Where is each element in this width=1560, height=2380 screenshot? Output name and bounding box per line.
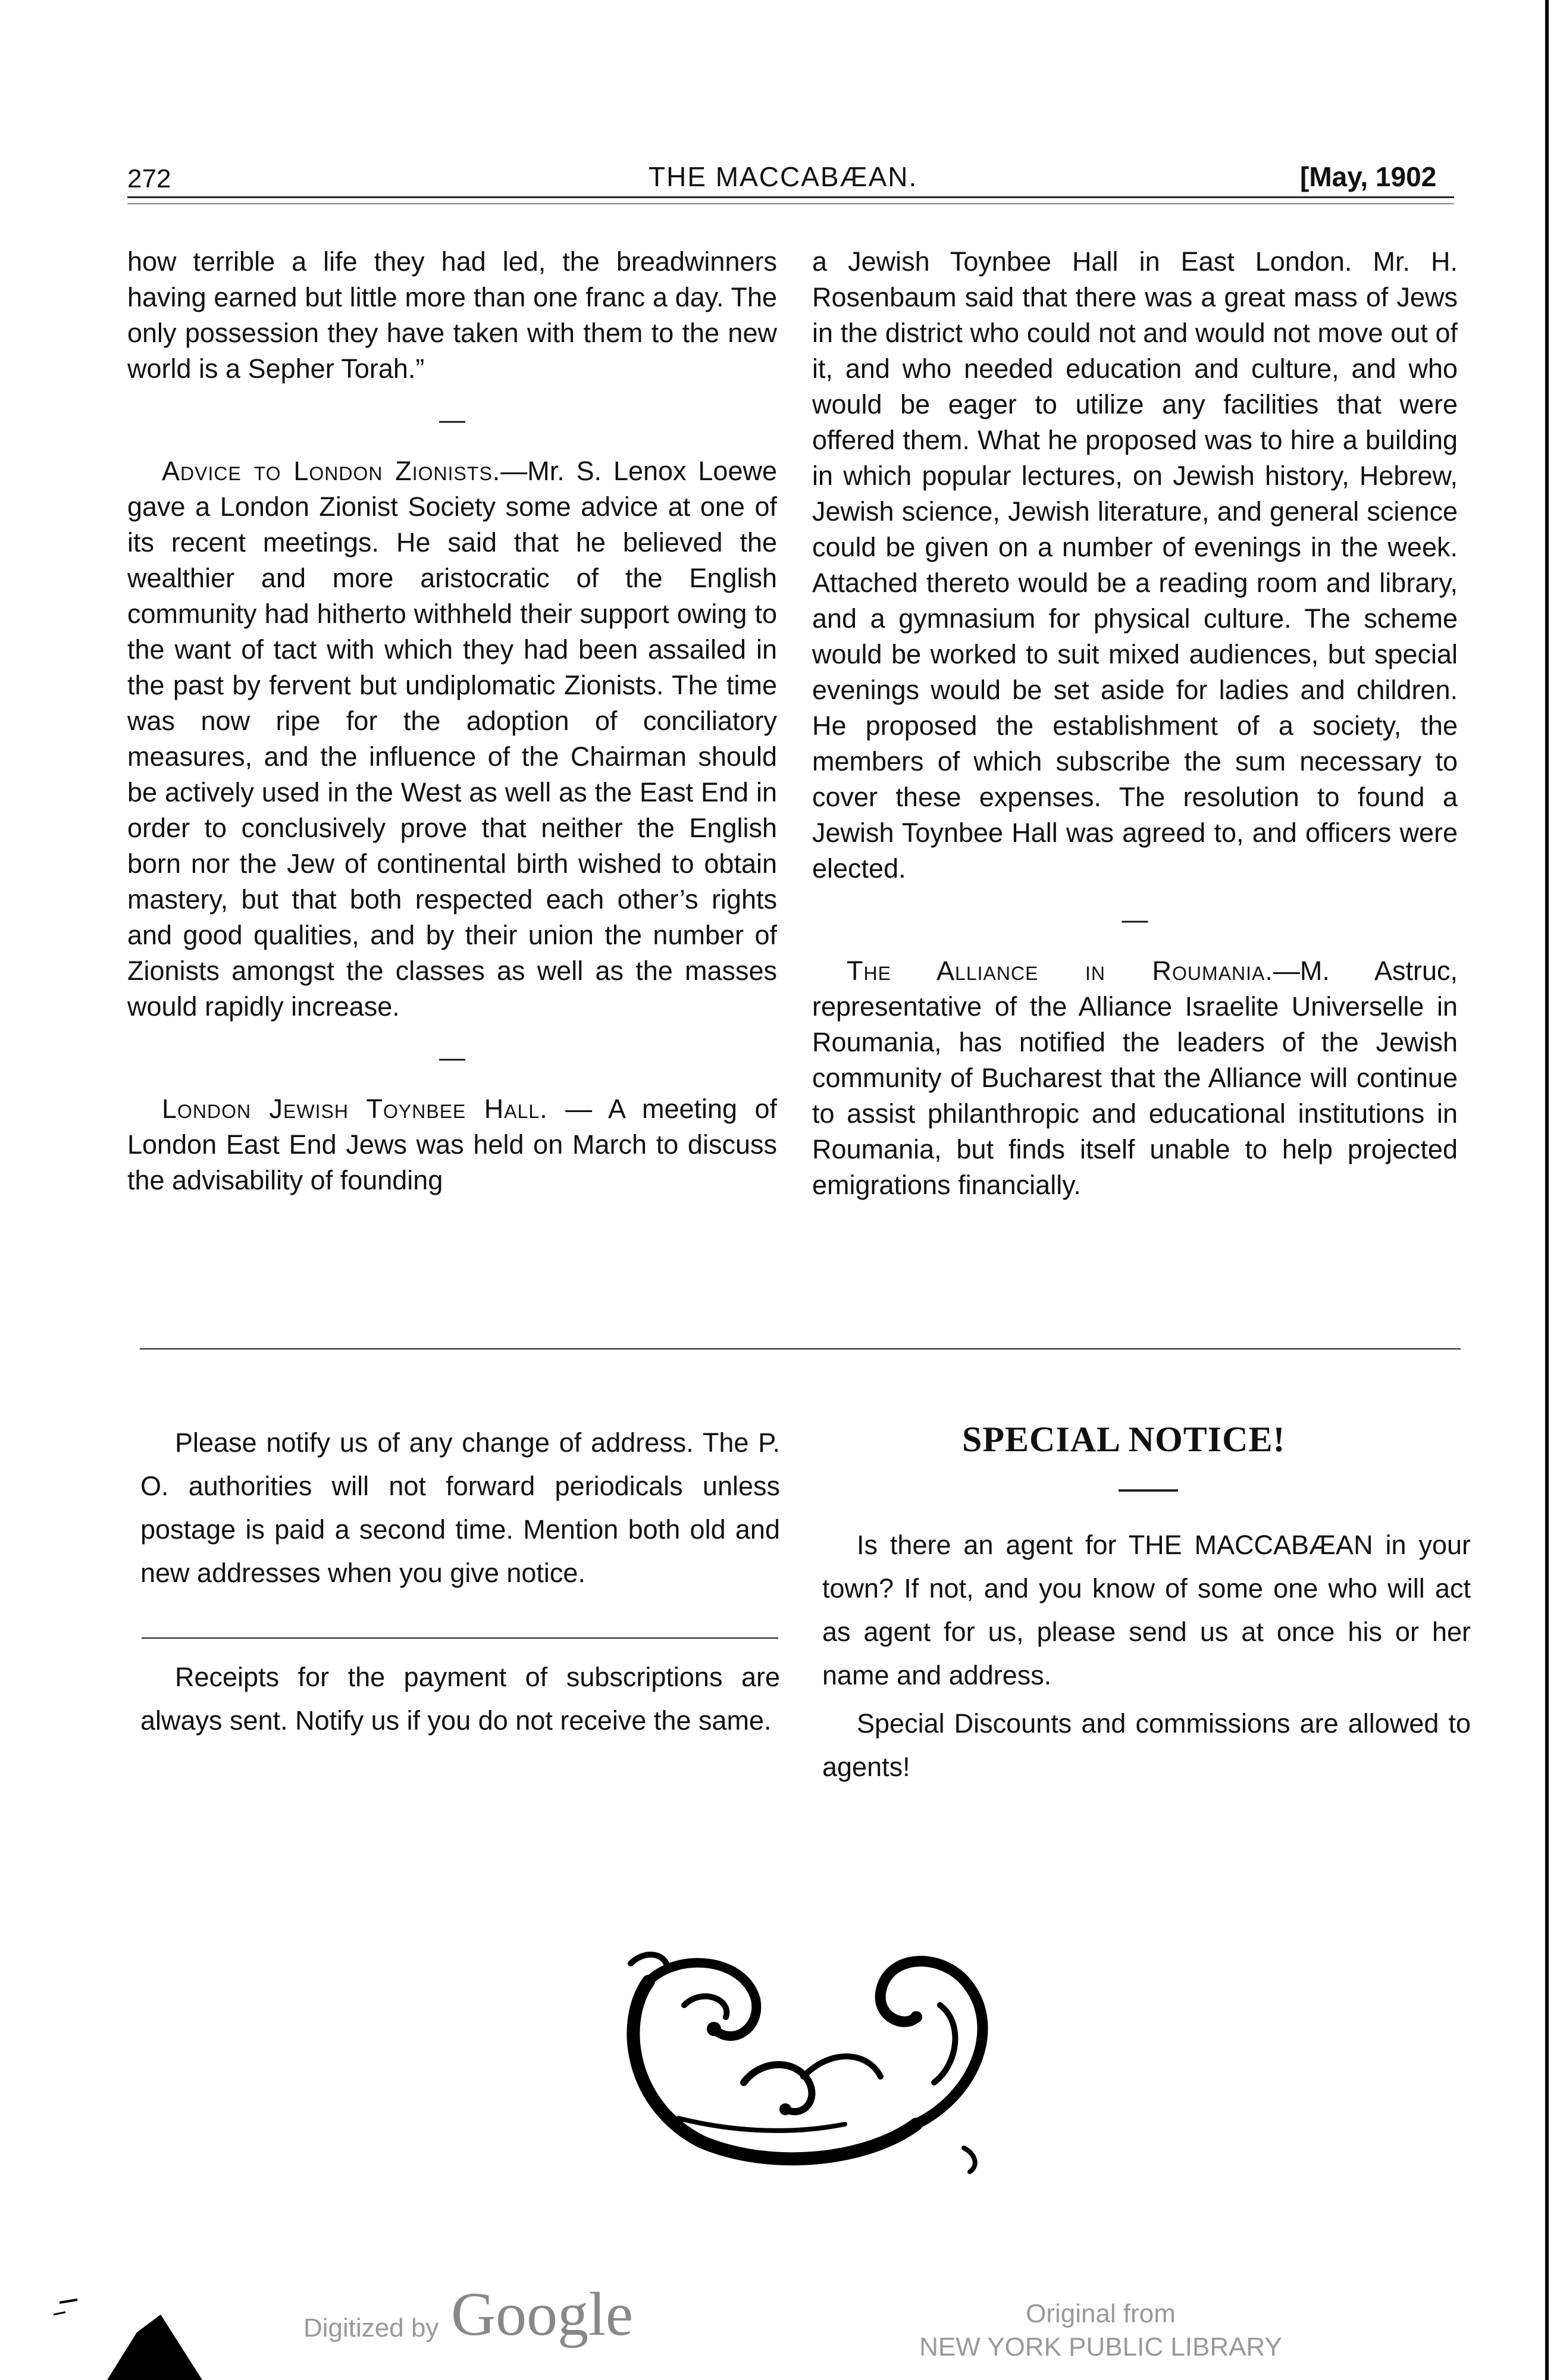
section-separator-2: — (439, 1043, 465, 1072)
special-notice-title: SPECIAL NOTICE! (962, 1420, 1286, 1459)
advice-heading: Advice to London Zionists. (162, 456, 501, 486)
receipts-notice (140, 1655, 780, 1742)
scroll-vine-ornament-icon (607, 1928, 1011, 2190)
notices-rule-right (598, 1348, 1461, 1349)
alliance-article (812, 953, 1458, 1203)
advice-body: —Mr. S. Lenox Loewe gave a London Zionist Society some advice at one of its recent meetings. He said that he believed the wealthier and more aristocratic of the English community had hitherto withheld their support owing to the want of tact with which they had been assailed in the past by fervent but undiplomatic Zionists. The time was now ripe for the adoption of conciliatory measures, and the influence of the Chairman should be actively used in the West as well as the East End in order to conclusively prove that neither the English born nor the Jew of continental birth wished to obtain mastery, but that both respected each other’s rights and good qualities, and by their union the number of Zionists amongst the classes as well as the masses would rapidly increase. (127, 456, 777, 1022)
agent-text: Is there an agent for THE MACCABÆAN in your town? If not, and you know of some one who will act as agent for us, please send us at once his or her name and address. (822, 1530, 1471, 1690)
receipts-notice-text: Receipts for the payment of subscriptions are always sent. Notify us if you do not receive the same. (140, 1662, 780, 1736)
journal-title: THE MACCABÆAN. (649, 161, 918, 192)
toynbee-heading: London Jewish Toynbee Hall. (162, 1094, 548, 1124)
header-rule-thin (127, 203, 1454, 204)
intro-paragraph: how terrible a life they had led, the breadwinners having earned but little more than one franc a day. The only possession they have taken with them to the new world is a Sepher Torah.” (127, 246, 777, 384)
advice-article (127, 453, 777, 1025)
address-notice-text: Please notify us of any change of address. The P. O. authorities will not forward periodicals unless postage is paid a second time. Mention both old and new addresses when you give notice. (140, 1427, 780, 1588)
page-number: 272 (127, 164, 171, 193)
section-separator: — (439, 405, 465, 434)
scan-edge-right (1545, 0, 1549, 2380)
digitized-by-label: Digitized by (303, 2313, 439, 2343)
issue-date: [May, 1902 (1300, 161, 1437, 192)
google-logo: Google (451, 2280, 634, 2348)
address-notice (140, 1421, 780, 1595)
special-notice (822, 1523, 1471, 1789)
toynbee-body: — A meeting of London East End Jews was held on March to discuss the advisability of founding (127, 1094, 777, 1195)
library-label: NEW YORK PUBLIC LIBRARY (919, 2332, 1282, 2362)
notice-rule (142, 1637, 778, 1639)
toynbee-continued: a Jewish Toynbee Hall in East London. Mr. H. Rosenbaum said that there was a great mass of Jews in the district who could not and would not move out of it, and who needed education and culture, and who would be eager to utilize any facilities that were offered them. What he proposed was to hire a building in which popular lectures, on Jewish history, Hebrew, Jewish science, Jewish literature, and general science could be given on a number of evenings in the week. Attached thereto would be a reading room and library, and a gymnasium for physical culture. The scheme would be worked to suit mixed audiences, but special evenings would be set aside for ladies and children. He proposed the establishment of a society, the members of which subscribe the sum necessary to cover these expenses. The resolution to found a Jewish Toynbee Hall was agreed to, and officers were elected. (812, 246, 1458, 884)
scan-corner-blot (48, 2267, 202, 2380)
alliance-body: —M. Astruc, representative of the Alliance Israelite Universelle in Roumania, has notified the leaders of the Jewish community of Bucharest that the Alliance will continue to assist philanthropic and educational institutions in Roumania, but finds itself unable to help projected emigrations financially. (812, 956, 1458, 1200)
header-rule (127, 196, 1454, 198)
special-notice-dash (1119, 1489, 1178, 1492)
section-separator-3: — (1122, 905, 1148, 934)
alliance-heading: The Alliance in Roumania. (847, 956, 1273, 986)
left-column (127, 244, 777, 1198)
toynbee-article (127, 1091, 777, 1198)
original-from-label: Original from (1026, 2299, 1176, 2328)
right-column (812, 244, 1458, 1203)
discount-text: Special Discounts and commissions are allowed to agents! (822, 1708, 1471, 1782)
